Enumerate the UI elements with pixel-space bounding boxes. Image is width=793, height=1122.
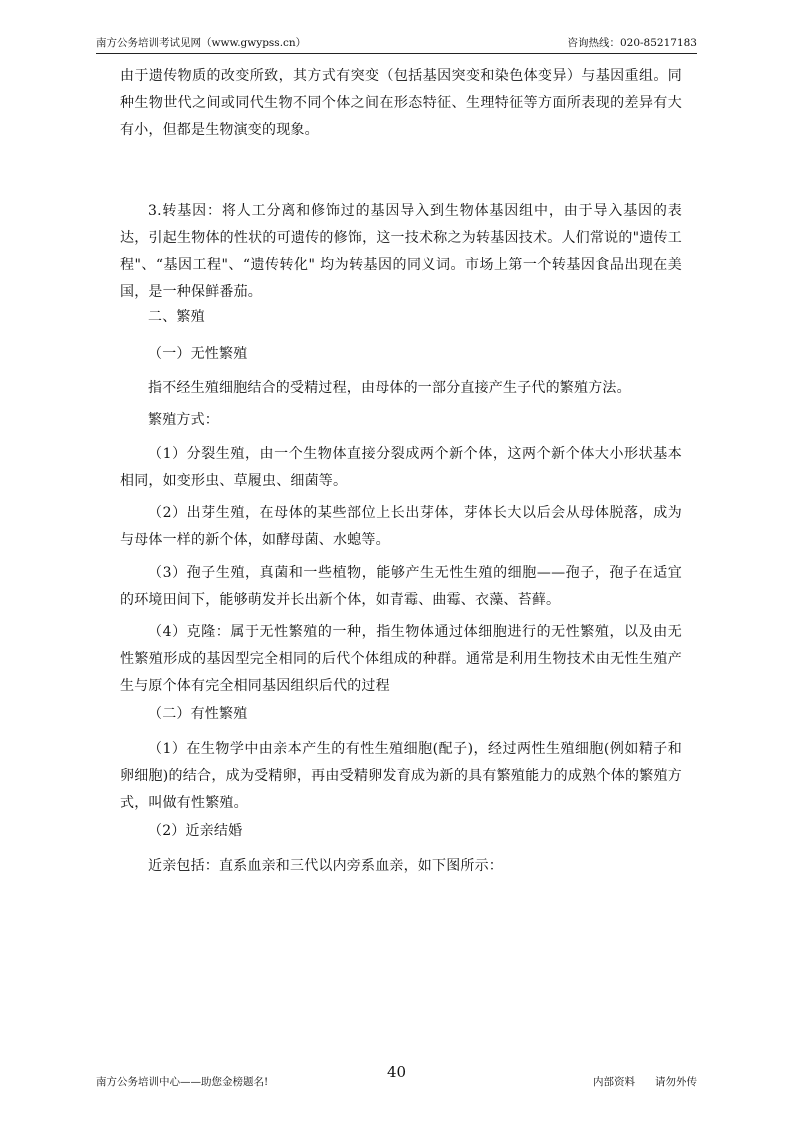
footer-slogan: 南方公务培训中心——助您金榜题名! <box>96 1076 269 1088</box>
section-heading-reproduction: 二、繁殖 <box>148 309 205 325</box>
paragraph-variation: 由于遗传物质的改变所致，其方式有突变（包括基因突变和染色体变异）与基因重组。同种生物世代之间或同代生物不同个体之间在形态特征、生理特征等方面所表现的差异有大有小，但都是生物演变的现象。 <box>120 68 682 138</box>
page-number: 40 <box>386 1063 407 1081</box>
footer-no-distribute: 请勿外传 <box>655 1076 697 1088</box>
list-item-spore: （3）孢子生殖，真菌和一些植物，能够产生无性生殖的细胞——孢子，孢子在适宜的环境田间下，能够萌发并长出新个体，如青霉、曲霉、衣藻、苔藓。 <box>120 565 682 608</box>
footer-internal: 内部资料 <box>593 1076 635 1088</box>
list-item-budding: （2）出芽生殖，在母体的某些部位上长出芽体，芽体长大以后会从母体脱落，成为与母体一样的新个体，如酵母菌、水螅等。 <box>120 505 682 548</box>
paragraph-transgene: 3.转基因：将人工分离和修饰过的基因导入到生物体基因组中，由于导入基因的表达，引起生物体的性状的可遗传的修饰，这一技术称之为转基因技术。人们常说的"遗传工程"、“基因工程"、“遗传转化" 均为转基因的同义词。市场上第一个转基因食品出现在美国，是一种保鲜番茄。 <box>120 203 682 300</box>
header-divider <box>96 53 697 54</box>
header-site-title: 南方公务培训考试见网（www.gwypss.cn） <box>96 37 307 49</box>
paragraph-consanguineous: 近亲包括：直系血亲和三代以内旁系血亲，如下图所示： <box>148 858 503 874</box>
paragraph-reproduction-methods: 繁殖方式： <box>148 412 219 428</box>
paragraph-asexual-definition: 指不经生殖细胞结合的受精过程，由母体的一部分直接产生子代的繁殖方法。 <box>148 380 631 396</box>
page-header <box>96 36 697 52</box>
list-item-cloning: （4）克隆：属于无性繁殖的一种，指生物体通过体细胞进行的无性繁殖，以及由无性繁殖形成的基因型完全相同的后代个体组成的种群。通常是利用生物技术由无性生殖产生与原个体有完全相同基因组织后代的过程 <box>120 624 682 694</box>
subsection-heading-consanguineous: （2）近亲结婚 <box>148 823 243 839</box>
subsection-heading-asexual: （一）无性繁殖 <box>148 346 248 362</box>
list-item-fission: （1）分裂生殖，由一个生物体直接分裂成两个新个体，这两个新个体大小形状基本相同，如变形虫、草履虫、细菌等。 <box>120 446 682 489</box>
subsection-heading-sexual: （二）有性繁殖 <box>148 706 248 722</box>
header-hotline: 咨询热线：020-85217183 <box>567 37 697 49</box>
footer-notice <box>573 1075 697 1089</box>
paragraph-sexual-definition: （1）在生物学中由亲本产生的有性生殖细胞(配子)，经过两性生殖细胞(例如精子和卵细胞)的结合，成为受精卵，再由受精卵发育成为新的具有繁殖能力的成熟个体的繁殖方式，叫做有性繁殖。 <box>120 741 682 811</box>
